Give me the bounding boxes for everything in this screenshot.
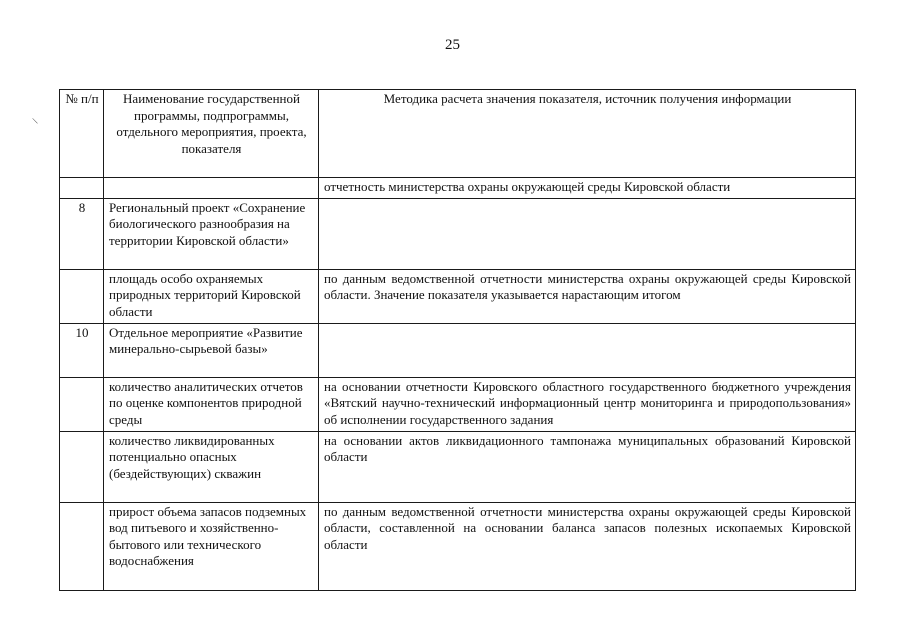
indicator-table	[59, 89, 856, 591]
row-name: количество аналитических отчетов по оценке компонентов природной среды	[104, 377, 319, 431]
row-method: по данным ведомственной отчетности министерства охраны окружающей среды Кировской области. Значение показателя указывается нарастающим итогом	[319, 269, 856, 323]
header-method: Методика расчета значения показателя, источник получения информации	[319, 90, 856, 178]
row-method: на основании отчетности Кировского областного государственного бюджетного учреждения «Вятский научно-технический информационный центр мониторинга и природопользования» об исполнении государственного задания	[319, 377, 856, 431]
row-number: 8	[60, 198, 104, 269]
table-row	[60, 323, 856, 377]
row-number	[60, 178, 104, 199]
row-method: по данным ведомственной отчетности министерства охраны окружающей среды Кировской области, составленной на основании баланса запасов полезных ископаемых Кировской области	[319, 502, 856, 590]
header-number: № п/п	[60, 90, 104, 178]
row-method: отчетность министерства охраны окружающей среды Кировской области	[319, 178, 856, 199]
row-method	[319, 323, 856, 377]
table-row	[60, 269, 856, 323]
row-method: на основании актов ликвидационного тампонажа муниципальных образований Кировской области	[319, 431, 856, 502]
page-number: 25	[445, 37, 460, 53]
row-number	[60, 502, 104, 590]
table-row	[60, 502, 856, 590]
row-name: Региональный проект «Сохранение биологического разнообразия на территории Кировской области»	[104, 198, 319, 269]
row-name: Отдельное мероприятие «Развитие минерально-сырьевой базы»	[104, 323, 319, 377]
table-row	[60, 377, 856, 431]
table-header-row	[60, 90, 856, 178]
row-number	[60, 269, 104, 323]
row-number	[60, 377, 104, 431]
row-number: 10	[60, 323, 104, 377]
table-row	[60, 198, 856, 269]
header-name: Наименование государственной программы, подпрограммы, отдельного мероприятия, проекта, показателя	[104, 90, 319, 178]
table-row	[60, 431, 856, 502]
row-number	[60, 431, 104, 502]
scan-mark: \	[31, 115, 39, 128]
row-name	[104, 178, 319, 199]
row-name: прирост объема запасов подземных вод питьевого и хозяйственно-бытового или технического водоснабжения	[104, 502, 319, 590]
table-row	[60, 178, 856, 199]
row-method	[319, 198, 856, 269]
row-name: площадь особо охраняемых природных территорий Кировской области	[104, 269, 319, 323]
row-name: количество ликвидированных потенциально опасных (бездействующих) скважин	[104, 431, 319, 502]
